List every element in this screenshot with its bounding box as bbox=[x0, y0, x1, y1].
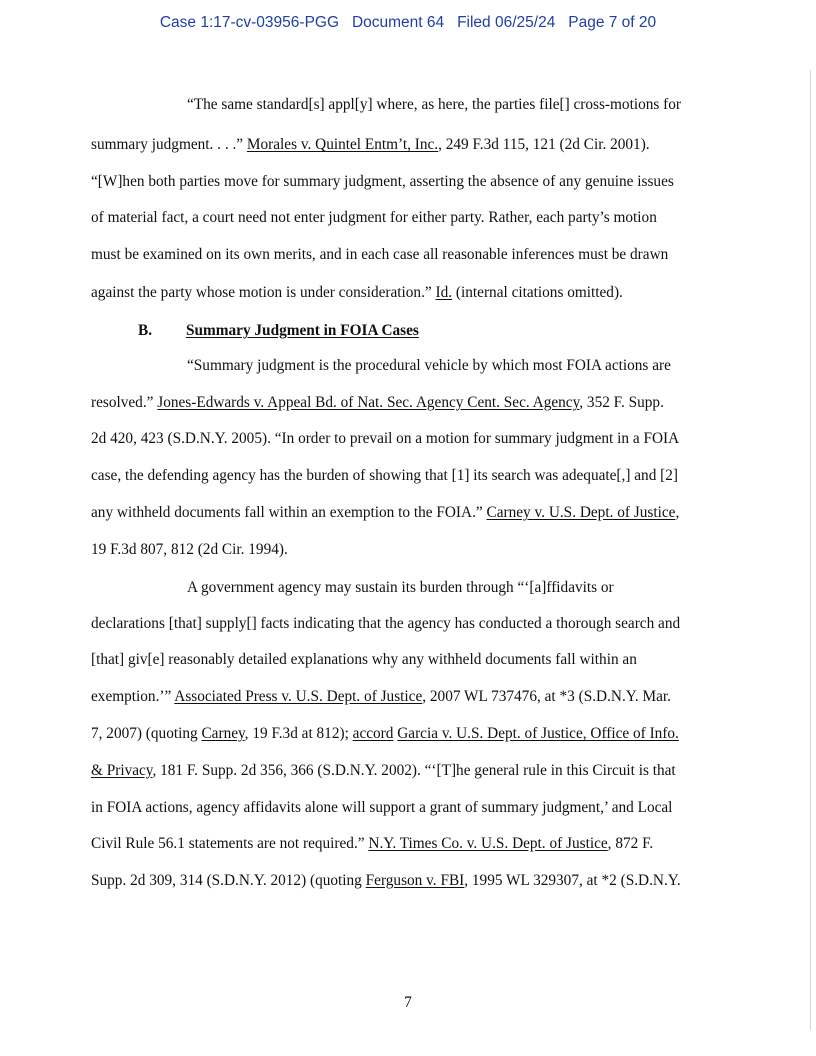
citation-jones-edwards: Jones-Edwards v. Appeal Bd. of Nat. Sec. Agency Cent. Sec. Agency bbox=[157, 394, 580, 411]
text-line: Supp. 2d 309, 314 (S.D.N.Y. 2012) (quoting Ferguson v. FBI, 1995 WL 329307, at *2 (S.D.N.Y. bbox=[91, 872, 681, 889]
text-line: “The same standard[s] appl[y] where, as here, the parties file[] cross-motions for bbox=[187, 96, 681, 113]
signal-accord: accord bbox=[352, 725, 394, 742]
text-line: case, the defending agency has the burden of showing that [1] its search was adequate[,] and [2] bbox=[91, 467, 679, 484]
text-line: A government agency may sustain its burden through “‘[a]ffidavits or bbox=[187, 579, 614, 596]
case-number: Case 1:17-cv-03956-PGG bbox=[159, 14, 340, 31]
citation-id: Id. bbox=[435, 284, 453, 301]
text-line: must be examined on its own merits, and in each case all reasonable inferences must be drawn bbox=[91, 246, 669, 263]
section-letter: B. bbox=[138, 322, 153, 339]
filed-date: Filed 06/25/24 bbox=[457, 14, 556, 31]
citation-morales: Morales v. Quintel Entm’t, Inc. bbox=[246, 136, 439, 153]
citation-carney: Carney v. U.S. Dept. of Justice bbox=[486, 504, 676, 521]
section-heading: Summary Judgment in FOIA Cases bbox=[186, 322, 419, 339]
text-line: of material fact, a court need not enter judgment for either party. Rather, each party’s motion bbox=[91, 209, 657, 226]
document-number: Document 64 bbox=[351, 14, 445, 31]
text-line: [that] giv[e] reasonably detailed explanations why any withheld documents fall within an bbox=[91, 651, 637, 668]
citation-garcia-cont: & Privacy bbox=[91, 762, 153, 779]
text-line: 2d 420, 423 (S.D.N.Y. 2005). “In order to prevail on a motion for summary judgment in a FOIA bbox=[91, 430, 680, 447]
page-number: 7 bbox=[404, 994, 412, 1011]
text-line: declarations [that] supply[] facts indicating that the agency has conducted a thorough search and bbox=[91, 615, 681, 632]
text-line: 7, 2007) (quoting Carney, 19 F.3d at 812); accord Garcia v. U.S. Dept. of Justice, Office of Info. bbox=[91, 725, 679, 742]
text-line: 19 F.3d 807, 812 (2d Cir. 1994). bbox=[91, 541, 288, 558]
text-line: & Privacy, 181 F. Supp. 2d 356, 366 (S.D.N.Y. 2002). “‘[T]he general rule in this Circuit is that bbox=[91, 762, 676, 779]
citation-ny-times: N.Y. Times Co. v. U.S. Dept. of Justice bbox=[368, 835, 608, 852]
text-line: in FOIA actions, agency affidavits alone will support a grant of summary judgment,’ and Local bbox=[91, 799, 673, 816]
text-line: “[W]hen both parties move for summary judgment, asserting the absence of any genuine issues bbox=[91, 173, 674, 190]
citation-garcia: Garcia v. U.S. Dept. of Justice, Office of Info. bbox=[397, 725, 679, 742]
citation-associated-press: Associated Press v. U.S. Dept. of Justice bbox=[174, 688, 423, 705]
citation-carney-short: Carney bbox=[201, 725, 245, 742]
text-line: “Summary judgment is the procedural vehicle by which most FOIA actions are bbox=[187, 357, 671, 374]
citation-ferguson: Ferguson v. FBI bbox=[365, 872, 465, 889]
text-line: summary judgment. . . .” Morales v. Quintel Entm’t, Inc., 249 F.3d 115, 121 (2d Cir. 2001). bbox=[91, 136, 650, 153]
text-line: any withheld documents fall within an exemption to the FOIA.” Carney v. U.S. Dept. of Justice, bbox=[91, 504, 680, 521]
text-line: against the party whose motion is under consideration.” Id. (internal citations omitted). bbox=[91, 284, 623, 301]
page-of-total: Page 7 of 20 bbox=[568, 14, 657, 31]
text-line: exemption.’” Associated Press v. U.S. Dept. of Justice, 2007 WL 737476, at *3 (S.D.N.Y. Mar. bbox=[91, 688, 671, 705]
page-edge-divider bbox=[810, 70, 811, 1030]
case-header bbox=[0, 14, 816, 32]
text-line: Civil Rule 56.1 statements are not required.” N.Y. Times Co. v. U.S. Dept. of Justice, 872 F. bbox=[91, 835, 654, 852]
text-line: resolved.” Jones-Edwards v. Appeal Bd. of Nat. Sec. Agency Cent. Sec. Agency, 352 F. Supp. bbox=[91, 394, 664, 411]
